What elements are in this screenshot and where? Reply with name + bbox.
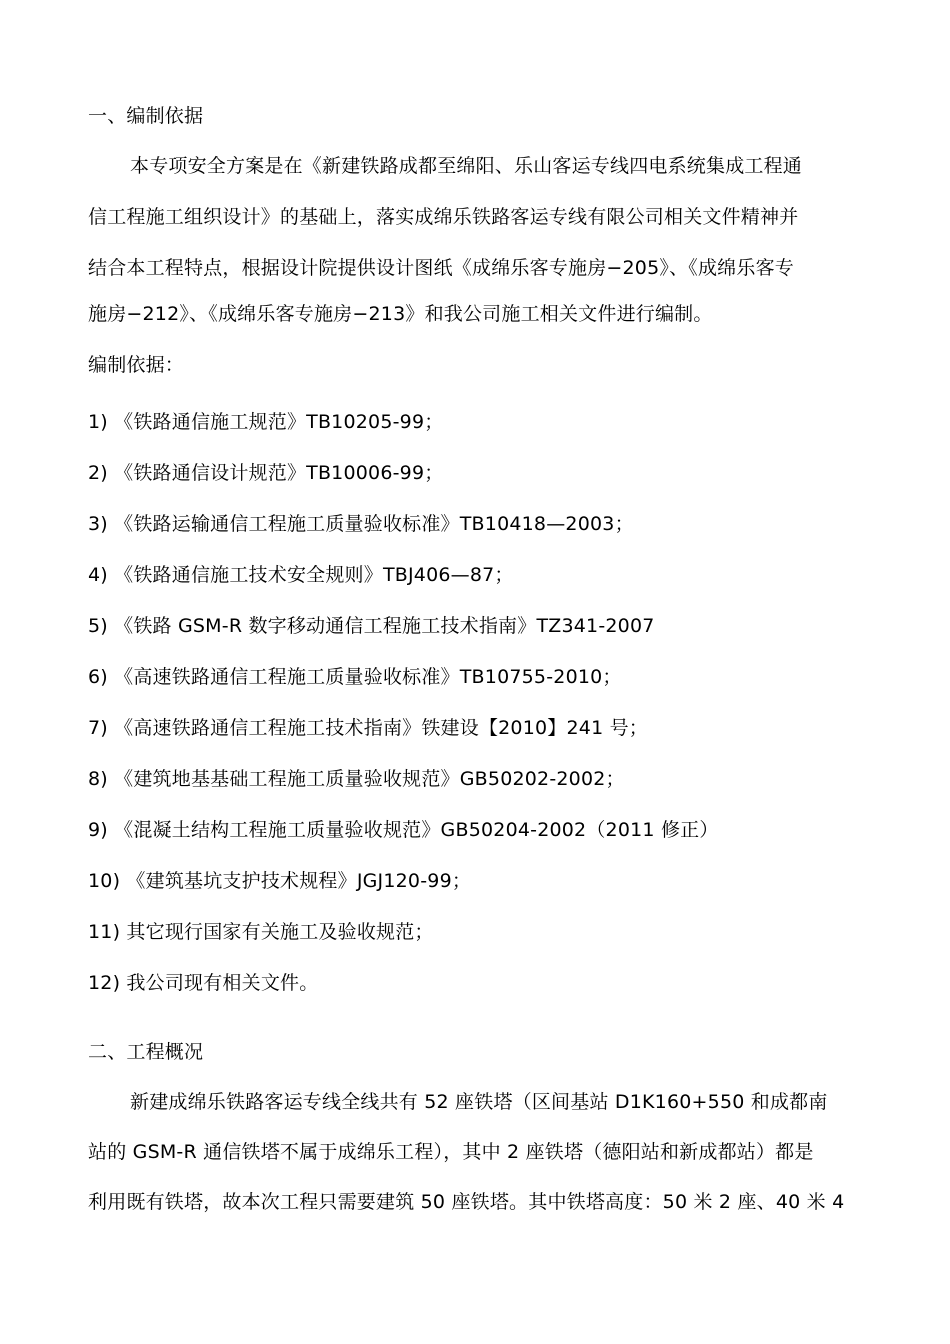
section1-para-line-2: 信工程施工组织设计》的基础上，落实成绵乐铁路客运专线有限公司相关文件精神并 [88, 206, 799, 228]
list-item-5: 5) 《铁路 GSM-R 数字移动通信工程施工技术指南》TZ341-2007 [88, 615, 655, 637]
section2-heading: 二、工程概况 [88, 1041, 204, 1063]
section2-para-line-2: 站的 GSM-R 通信铁塔不属于成绵乐工程），其中 2 座铁塔（德阳站和新成都站）都是 [88, 1141, 814, 1163]
list-item-10: 10) 《建筑基坑支护技术规程》JGJ120-99； [88, 870, 472, 892]
section1-heading: 一、编制依据 [88, 105, 204, 127]
list-item-11: 11) 其它现行国家有关施工及验收规范； [88, 921, 434, 943]
section1-para-line-1: 本专项安全方案是在《新建铁路成都至绵阳、乐山客运专线四电系统集成工程通 [130, 155, 803, 177]
list-item-6: 6) 《高速铁路通信工程施工质量验收标准》TB10755-2010； [88, 666, 622, 688]
section2-para-line-3: 利用既有铁塔，故本次工程只需要建筑 50 座铁塔。其中铁塔高度：50 米 2 座、40 米 4 [88, 1191, 845, 1213]
list-item-7: 7) 《高速铁路通信工程施工技术指南》铁建设【2010】241 号； [88, 717, 648, 739]
list-item-1: 1) 《铁路通信施工规范》TB10205-99； [88, 411, 444, 433]
section1-para-line-3: 结合本工程特点，根据设计院提供设计图纸《成绵乐客专施房−205》、《成绵乐客专 [88, 257, 794, 279]
list-item-4: 4) 《铁路通信施工技术安全规则》TBJ406—87； [88, 564, 514, 586]
list-item-12: 12) 我公司现有相关文件。 [88, 972, 319, 994]
list-item-2: 2) 《铁路通信设计规范》TB10006-99； [88, 462, 444, 484]
list-item-9: 9) 《混凝土结构工程施工质量验收规范》GB50204-2002（2011 修正） [88, 819, 719, 841]
section1-para-line-4: 施房−212》、《成绵乐客专施房−213》和我公司施工相关文件进行编制。 [88, 303, 713, 325]
list-item-3: 3) 《铁路运输通信工程施工质量验收标准》TB10418—2003； [88, 513, 634, 535]
list-item-8: 8) 《建筑地基基础工程施工质量验收规范》GB50202-2002； [88, 768, 625, 790]
list-title: 编制依据： [88, 354, 185, 376]
section2-para-line-1: 新建成绵乐铁路客运专线全线共有 52 座铁塔（区间基站 D1K160+550 和成都南 [130, 1091, 828, 1113]
